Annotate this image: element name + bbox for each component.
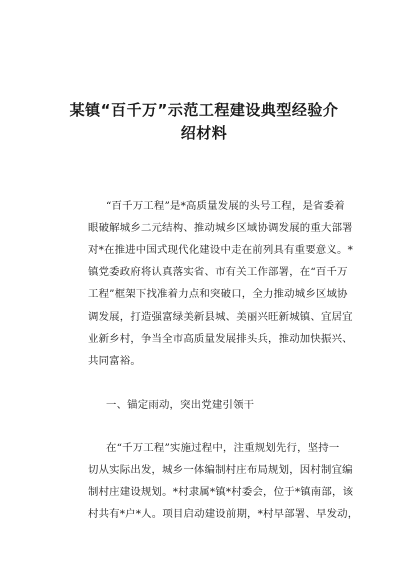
paragraph-line: 对*在推进中国式现代化建设中走在前列具有重要意义。* (88, 244, 353, 256)
paragraph-line: 业新乡村，争当全市高质量发展排头兵，推动加快振兴、 (88, 333, 353, 345)
paragraph-line: 切从实际出发，城乡一体编制村庄布局规划，因村制宜编 (88, 464, 353, 476)
paragraph-line: 制村庄建设规划。*村隶属*镇*村委会，位于*镇南部，该 (88, 486, 354, 498)
paragraph-line: 共同富裕。 (88, 355, 141, 367)
paragraph-line: 调发展，打造强富绿美新县城、美丽兴旺新城镇、宜居宜 (88, 311, 353, 323)
document-title: 某镇“百千万”示范工程建设典型经验介 (69, 101, 339, 119)
paragraph-line: 在“千万工程”实施过程中，注重规划先行，坚持一 (106, 442, 340, 454)
paragraph-line: 村共有*户*人。项目启动建设前期，*村早部署、早发动， (88, 508, 359, 520)
paragraph-line: 镇党委政府将认真落实省、市有关工作部署，在“百千万 (88, 266, 348, 278)
section-heading: 一、锚定雨动，突出党建引领干 (106, 399, 255, 411)
document-title-continued: 绍材料 (180, 124, 228, 142)
paragraph-line: 工程”框架下找准着力点和突破口，全力推动城乡区域协 (88, 288, 348, 300)
paragraph-line: “百千万工程”是*高质量发展的头号工程，是省委着 (106, 200, 345, 212)
paragraph-line: 眼破解城乡二元结构、推动城乡区域协调发展的重大部署 (88, 222, 353, 234)
